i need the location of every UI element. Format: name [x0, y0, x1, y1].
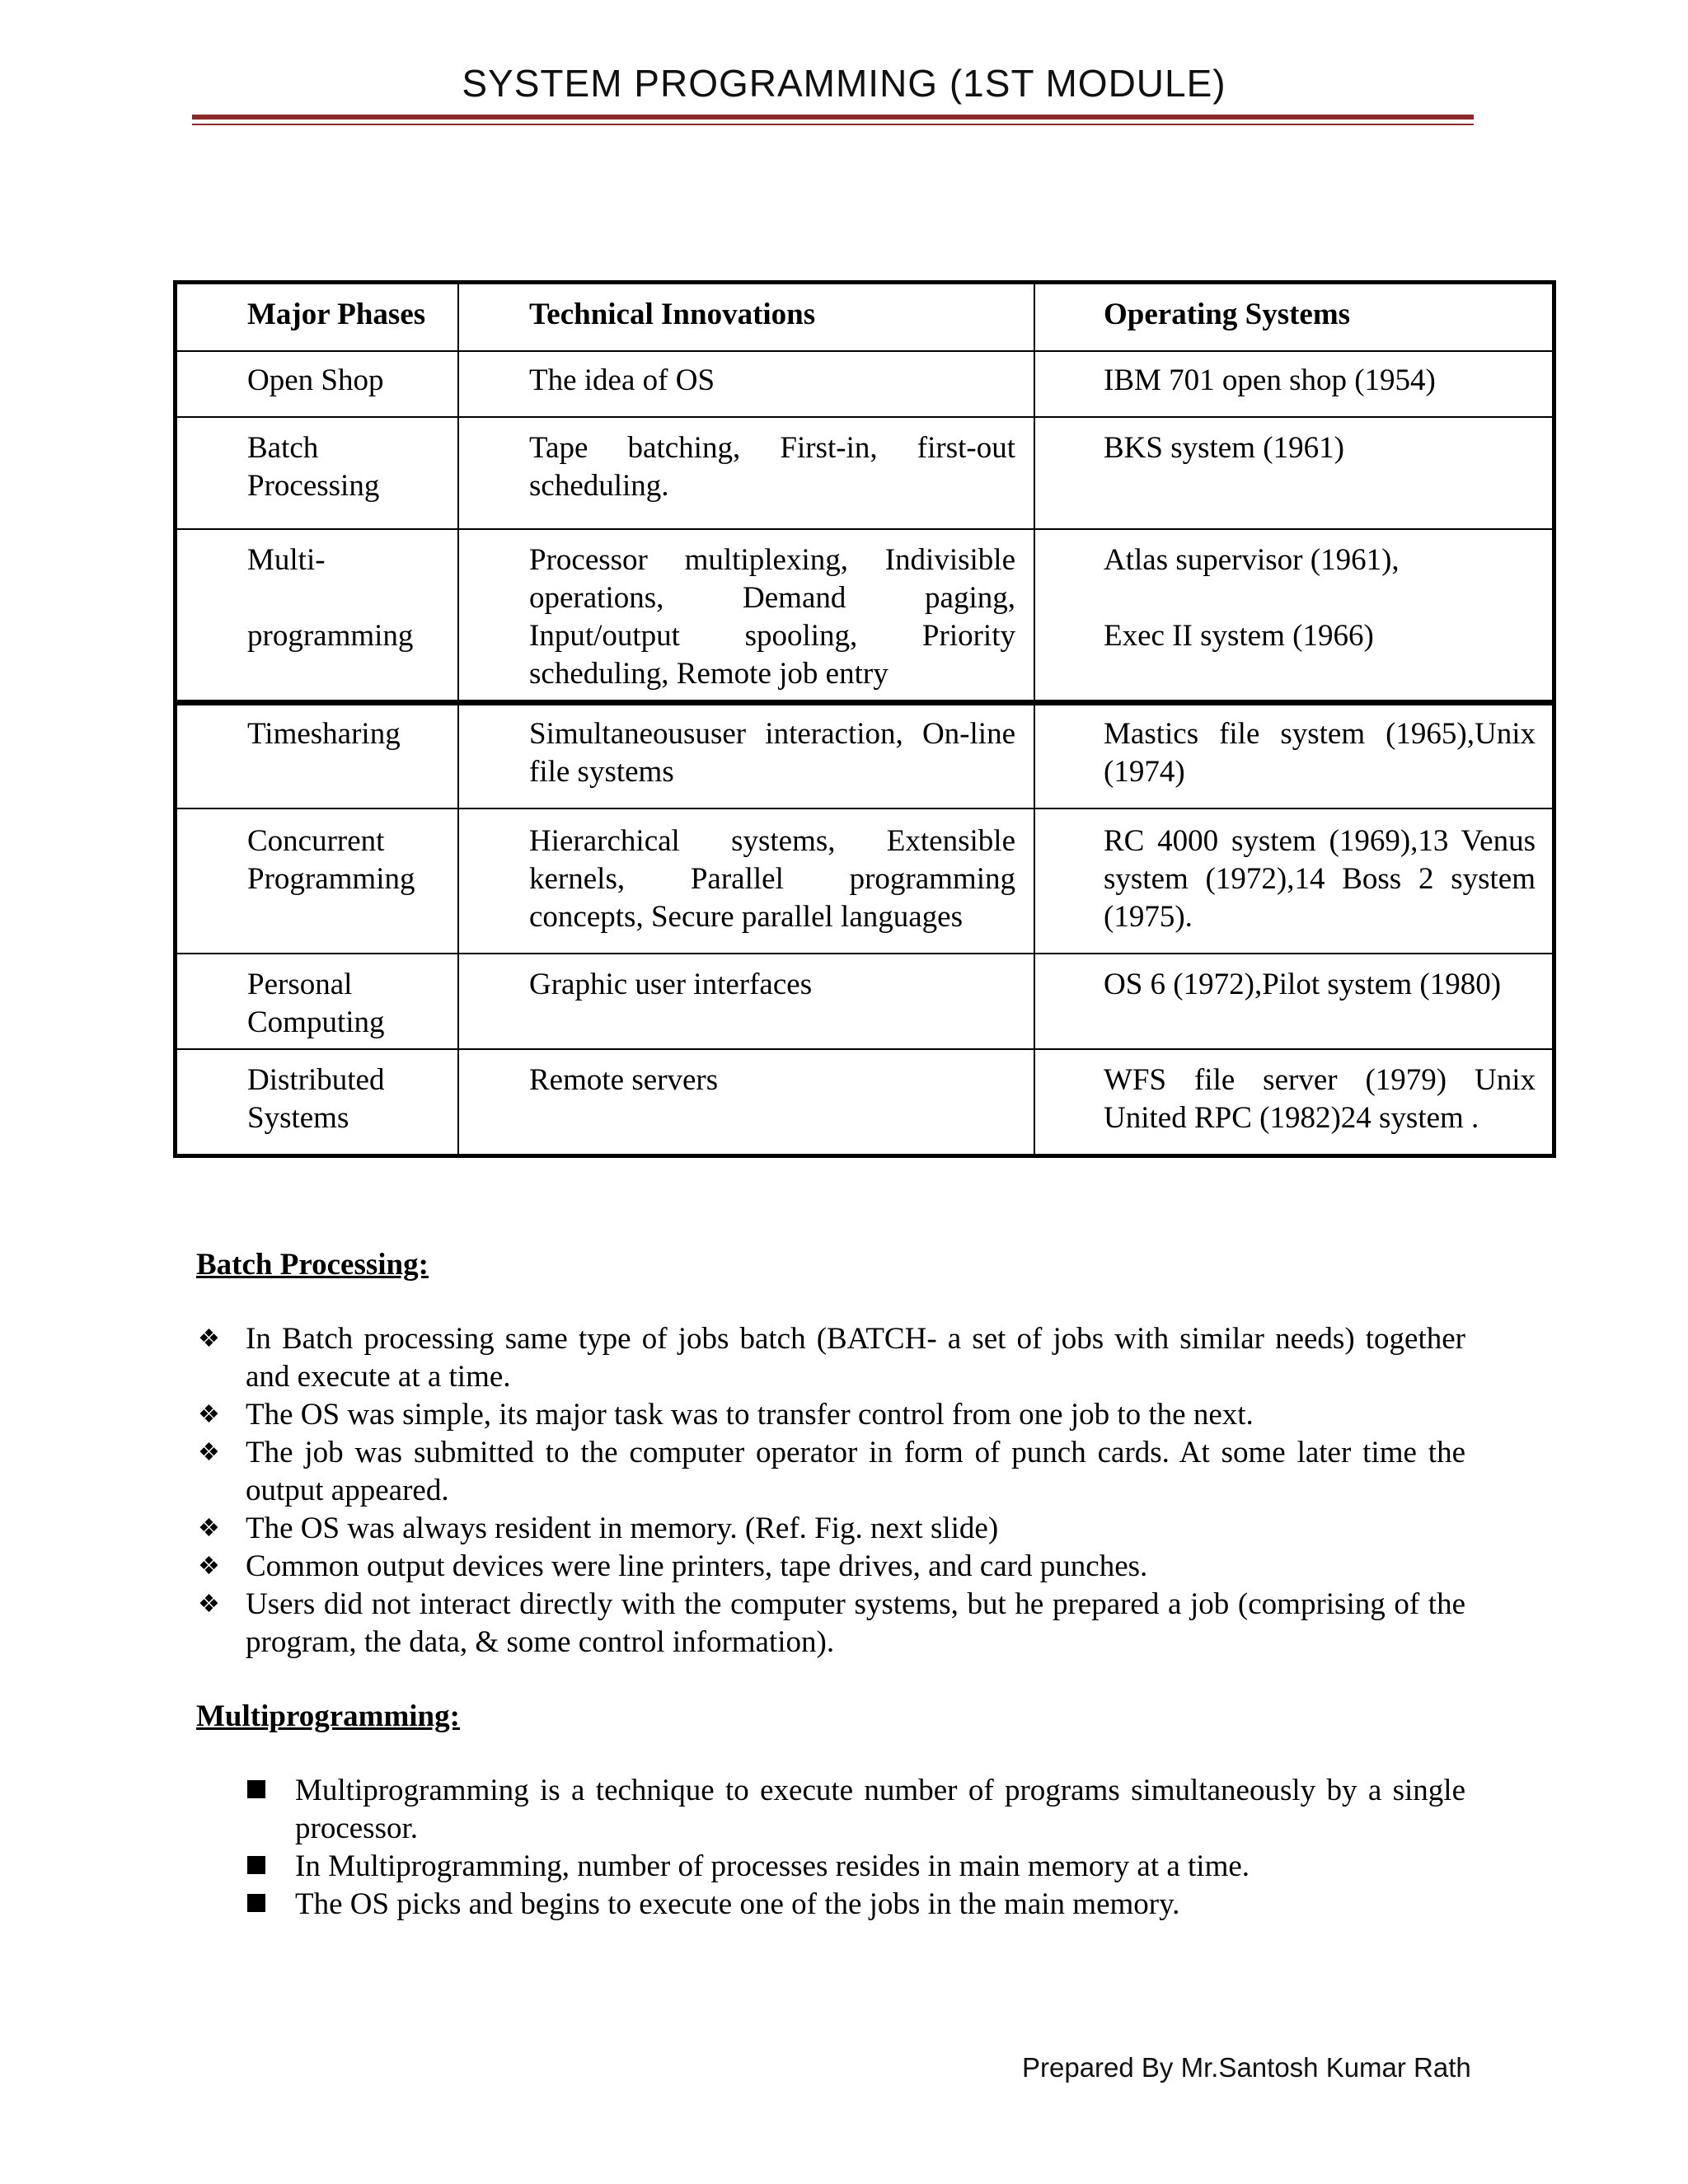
- phase-line-2: programming: [247, 619, 414, 653]
- system-line-1: Atlas supervisor (1961),: [1104, 543, 1400, 577]
- innovation-cell: Graphic user interfaces: [458, 954, 1034, 1049]
- spacer: [1104, 579, 1536, 617]
- list-item-text: The OS picks and begins to execute one of the jobs in the main memory.: [295, 1887, 1180, 1921]
- multiprogramming-heading: Multiprogramming:: [196, 1699, 460, 1733]
- system-cell: IBM 701 open shop (1954): [1034, 351, 1554, 417]
- list-item-text: The OS was simple, its major task was to transfer control from one job to the next.: [246, 1398, 1254, 1432]
- diamond-bullet-icon: ❖: [198, 1325, 220, 1352]
- square-bullet-icon: [247, 1856, 265, 1874]
- phase-cell: [176, 529, 459, 703]
- spacer: [247, 579, 441, 617]
- diamond-bullet-icon: ❖: [198, 1401, 220, 1428]
- table-header-row: [176, 283, 1554, 352]
- list-item-text: Common output devices were line printers, tape drives, and card punches.: [246, 1549, 1148, 1583]
- header-major-phases: [176, 283, 459, 352]
- system-cell: OS 6 (1972),Pilot system (1980): [1034, 954, 1554, 1049]
- innovation-cell: Simultaneoususer interaction, On-line file systems: [458, 703, 1034, 809]
- list-item: [196, 1434, 1465, 1510]
- list-item-text: Users did not interact directly with the computer systems, but he prepared a job (comprising of the program, the data, & some control information).: [246, 1587, 1465, 1659]
- list-item-text: The job was submitted to the computer operator in form of punch cards. At some later time the output appeared.: [246, 1436, 1465, 1507]
- multiprogramming-list: [196, 1772, 1465, 1924]
- diamond-bullet-icon: ❖: [198, 1553, 220, 1580]
- table-row: [176, 954, 1554, 1049]
- phase-cell: Open Shop: [176, 351, 459, 417]
- system-line-2: Exec II system (1966): [1104, 619, 1374, 653]
- phase-cell: Personal Computing: [176, 954, 459, 1049]
- list-item-text: In Multiprogramming, number of processes resides in main memory at a time.: [295, 1849, 1250, 1883]
- os-phases-table: [173, 280, 1556, 1158]
- list-item: [196, 1848, 1465, 1886]
- system-cell: [1034, 529, 1554, 703]
- table-row: [176, 1049, 1554, 1156]
- diamond-bullet-icon: ❖: [198, 1515, 220, 1542]
- innovation-cell: The idea of OS: [458, 351, 1034, 417]
- square-bullet-icon: [247, 1894, 265, 1912]
- header-major-phases-label: Major Phases: [247, 298, 426, 331]
- table-row: [176, 529, 1554, 703]
- diamond-bullet-icon: ❖: [198, 1439, 220, 1466]
- header-technical-innovations: [458, 283, 1034, 352]
- list-item: [196, 1772, 1465, 1848]
- list-item: [196, 1548, 1465, 1586]
- list-item-text: Multiprogramming is a technique to execute number of programs simultaneously by a single processor.: [295, 1774, 1465, 1845]
- footer-author: Prepared By Mr.Santosh Kumar Rath: [1022, 2052, 1471, 2083]
- diamond-bullet-icon: ❖: [198, 1591, 220, 1618]
- innovation-cell: Tape batching, First-in, first-out scheduling.: [458, 417, 1034, 529]
- list-item-text: The OS was always resident in memory. (Ref. Fig. next slide): [246, 1511, 999, 1545]
- list-item: [196, 1510, 1465, 1548]
- list-item: [196, 1320, 1465, 1396]
- table-row: [176, 808, 1554, 954]
- header-operating-systems: [1034, 283, 1554, 352]
- innovation-cell: Processor multiplexing, Indivisible operations, Demand paging, Input/output spooling, Priority scheduling, Remote job entry: [458, 529, 1034, 703]
- table-row: [176, 417, 1554, 529]
- table-row: [176, 351, 1554, 417]
- table-row: [176, 703, 1554, 809]
- multiprogramming-section: [196, 1698, 1465, 1924]
- header-technical-innovations-label: Technical Innovations: [529, 298, 816, 331]
- square-bullet-icon: [247, 1780, 265, 1798]
- batch-processing-section: [196, 1246, 1465, 1661]
- list-item: [196, 1586, 1465, 1661]
- phase-line-1: Multi-: [247, 543, 326, 577]
- batch-processing-list: [196, 1320, 1465, 1661]
- system-cell: BKS system (1961): [1034, 417, 1554, 529]
- innovation-cell: Hierarchical systems, Extensible kernels, Parallel programming concepts, Secure parallel languages: [458, 808, 1034, 954]
- system-cell: WFS file server (1979) Unix United RPC (1982)24 system .: [1034, 1049, 1554, 1156]
- system-cell: RC 4000 system (1969),13 Venus system (1972),14 Boss 2 system (1975).: [1034, 808, 1554, 954]
- header-rule: [192, 115, 1474, 120]
- batch-processing-heading: Batch Processing:: [196, 1248, 429, 1282]
- header-rule-thin: [192, 124, 1474, 125]
- phase-cell: Distributed Systems: [176, 1049, 459, 1156]
- phase-cell: Concurrent Programming: [176, 808, 459, 954]
- spacer: [196, 1736, 1465, 1772]
- system-cell: Mastics file system (1965),Unix (1974): [1034, 703, 1554, 809]
- list-item: [196, 1886, 1465, 1924]
- page-title: SYSTEM PROGRAMMING (1ST MODULE): [462, 62, 1226, 105]
- spacer: [196, 1284, 1465, 1320]
- list-item: [196, 1396, 1465, 1434]
- list-item-text: In Batch processing same type of jobs batch (BATCH- a set of jobs with similar needs) together and execute at a time.: [246, 1322, 1465, 1394]
- innovation-cell: Remote servers: [458, 1049, 1034, 1156]
- phase-cell: Batch Processing: [176, 417, 459, 529]
- phase-cell: Timesharing: [176, 703, 459, 809]
- header-operating-systems-label: Operating Systems: [1104, 298, 1351, 331]
